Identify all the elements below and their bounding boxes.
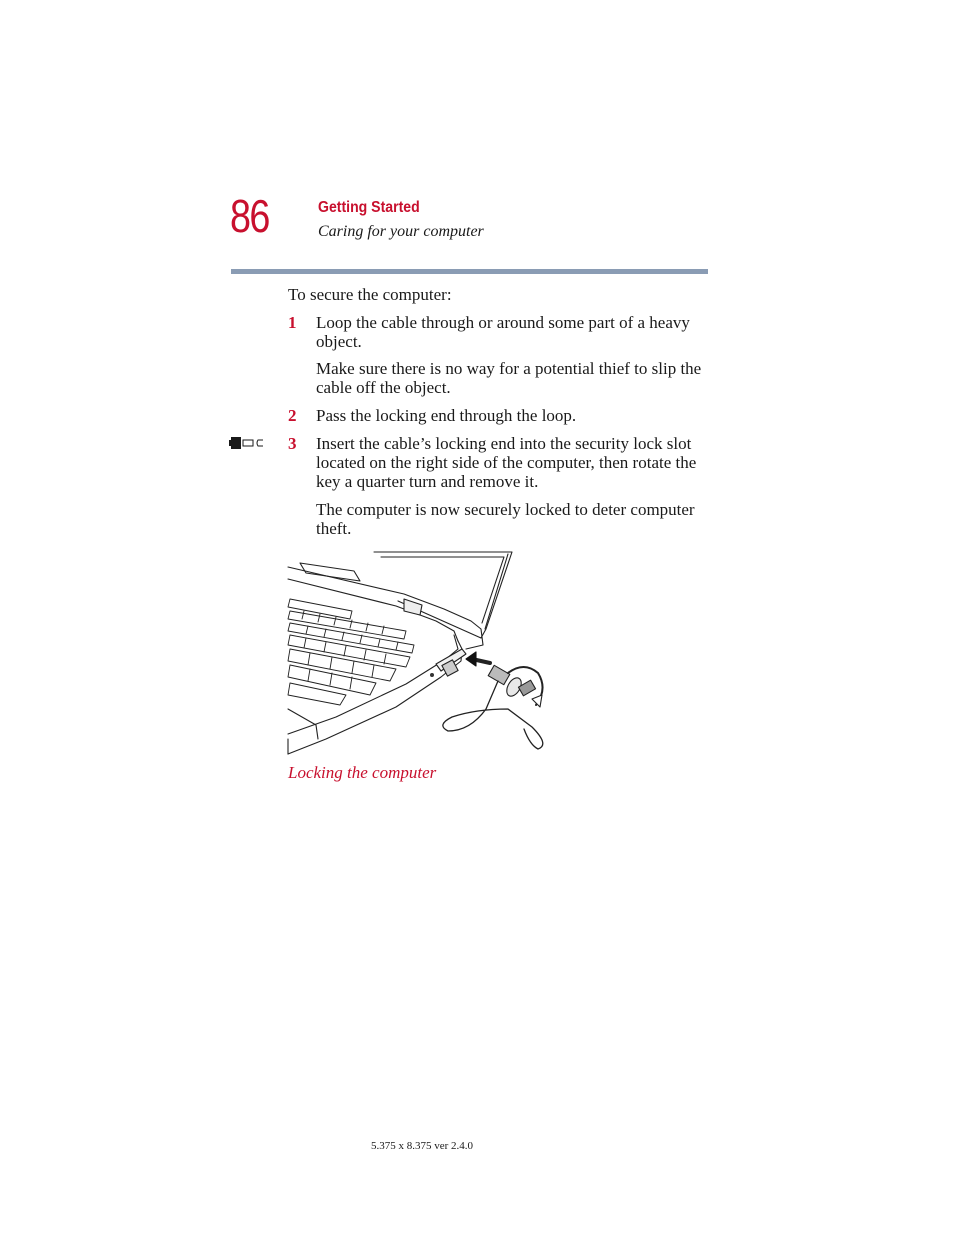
step-note-1: Make sure there is no way for a potential thief to slip the cable off the object. [316,359,702,397]
step-number-1: 1 [288,313,297,332]
header-rule [231,269,708,274]
step-number-3: 3 [288,434,297,453]
step-note-3: The computer is now securely locked to deter computer theft. [316,500,695,538]
laptop-lock-illustration [286,549,558,762]
step-number-2: 2 [288,406,297,425]
page-number: 86 [230,190,269,242]
security-lock-icon [229,436,267,455]
footer-version: 5.375 x 8.375 ver 2.4.0 [371,1140,474,1152]
figure-caption: Locking the computer [288,763,437,782]
step-text-2: Pass the locking end through the loop. [316,406,577,425]
intro-text: To secure the computer: [288,285,452,304]
step-text-3: Insert the cable’s locking end into the security lock slot located on the right side of the computer, then rotate the key a quarter turn and remove it. [316,434,697,491]
section-title: Caring for your computer [318,223,484,240]
step-text-1: Loop the cable through or around some part of a heavy object. [316,313,690,351]
chapter-title: Getting Started [318,199,420,216]
